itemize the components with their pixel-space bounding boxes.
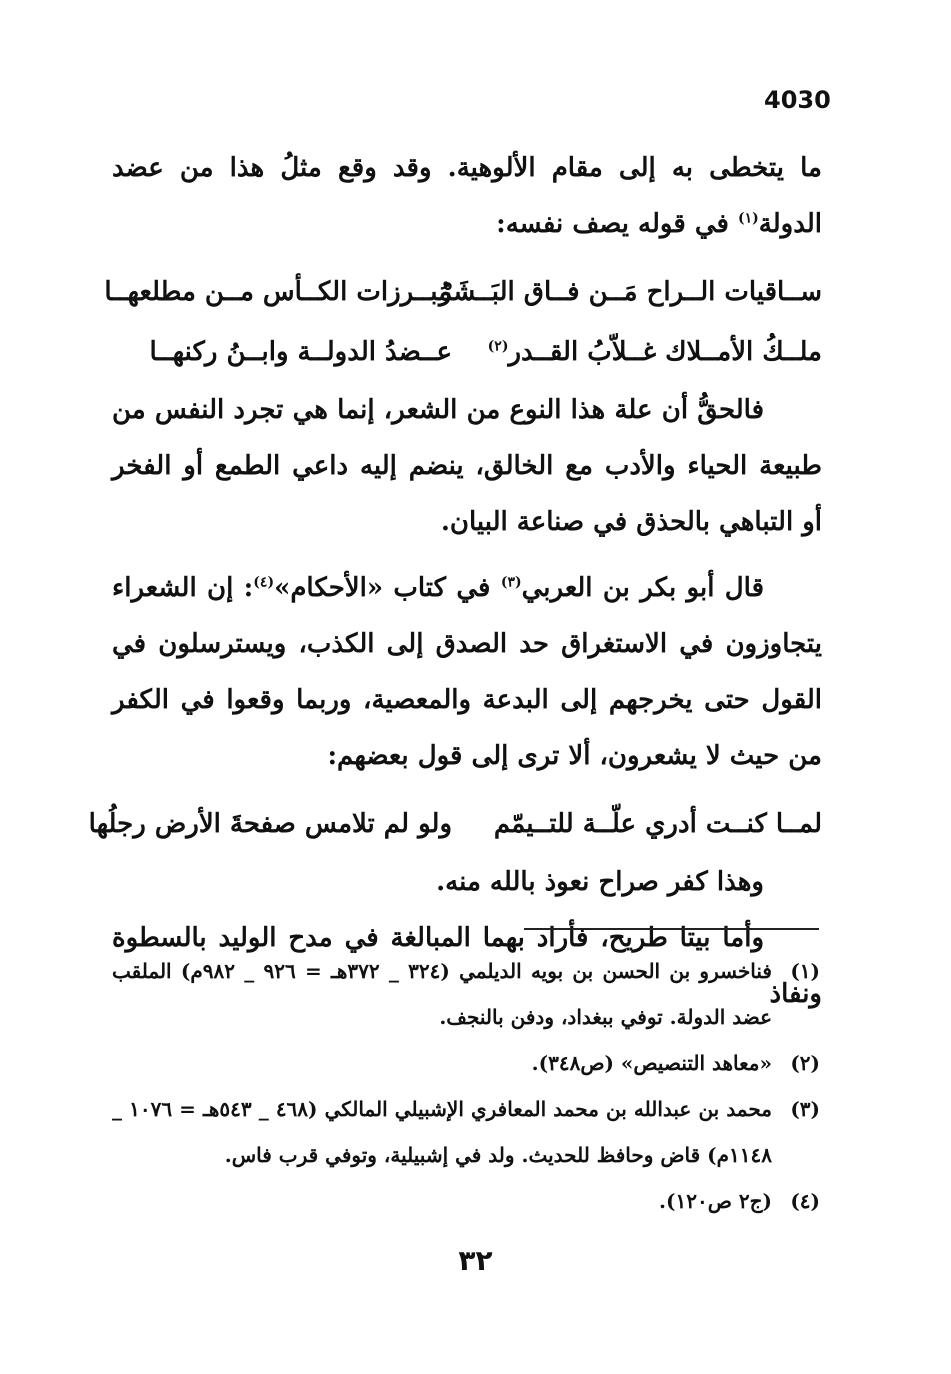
paragraph-3-text-c: : إن الشعراء يتجاوزون في الاستغراق حد الصدق إلى الكذب، ويسترسلون في القول حتى يخرجهم إلى البدعة والمعصية، وربما وقعوا في الكفر من حيث لا يشعرون، ألا ترى إلى قول بعضهم: — [112, 573, 822, 771]
verse-3-first-hemistich: لمــا كنــت أدري علّــة للتــيمّم — [493, 809, 822, 839]
footnote-marker-4: (٤) — [253, 574, 275, 591]
paragraph-5: وأما بيتا طريح، فأراد بهما المبالغة في مدح الوليد بالسطوة ونفاذ — [112, 923, 822, 1009]
footnote-4-text: (ج٢ ص١٢٠). — [659, 1189, 772, 1213]
verse-3-second-hemistich: ولو لم تلامس صفحةَ الأرض رجلُها — [88, 809, 452, 839]
footnote-2-text: «معاهد التنصيص» (ص٣٤٨). — [531, 1051, 772, 1075]
paragraph-4: وهذا كفر صراح نعوذ بالله منه. — [436, 867, 764, 897]
verse-2-first-hemistich-text: ملــكُ الأمــلاك غــلاّبُ القــدر — [508, 337, 822, 367]
footnote-marker-3: (٣) — [500, 574, 522, 591]
footnote-marker-2: (٢) — [487, 338, 509, 355]
footnote-marker-1: (١) — [738, 210, 759, 227]
footnote-4 — [112, 1178, 820, 1224]
verse-2-first-hemistich — [472, 324, 822, 380]
footnote-1 — [112, 948, 820, 1040]
footnote-3 — [112, 1086, 820, 1178]
paragraph-1-text-b: في قوله يصف نفسه: — [496, 209, 738, 239]
footnote-4-number: (٤) — [790, 1189, 820, 1213]
verse-2-second-hemistich: عــضدُ الدولــة وابــنُ ركنهــا — [149, 337, 452, 367]
verse-1-first-hemistich: ســاقيات الــراح مَــن فــاق البَــشَرْ — [438, 277, 822, 307]
page-number: ٣٢ — [458, 1244, 493, 1277]
verse-2 — [112, 322, 822, 382]
page-reference-number: 4030 — [764, 86, 831, 114]
footnote-2-number: (٢) — [790, 1051, 820, 1075]
footnote-1-number: (١) — [790, 959, 820, 983]
paragraph-3 — [112, 560, 822, 784]
paragraph-3-text-a: قال أبو بكر بن العربي — [521, 573, 764, 603]
paragraph-3-text-b: في كتاب «الأحكام» — [274, 573, 501, 603]
footnote-1-text: فناخسرو بن الحسن بن بويه الديلمي (٣٢٤ _ ٣٧٢هـ = ٩٢٦ _ ٩٨٢م) الملقب عضد الدولة. توفي ببغداد، ودفن بالنجف. — [112, 959, 772, 1029]
footnote-2 — [112, 1040, 820, 1086]
verse-1 — [104, 262, 822, 322]
footnotes — [112, 948, 820, 1224]
paragraph-2: فالحقُّ أن علة هذا النوع من الشعر، إنما هي تجرد النفس من طبيعة الحياء والأدب مع الخالق، ينضم إليه داعي الطمع أو الفخر أو التباهي بالحذق في صناعة البيان. — [112, 395, 822, 537]
verse-1-second-hemistich: مُبــرزات الكــأس مــن مطلعهــا — [104, 277, 452, 307]
footnote-3-number: (٣) — [790, 1097, 820, 1121]
main-text — [88, 140, 822, 1022]
paragraph-1-text-a: ما يتخطى به إلى مقام الألوهية. وقد وقع مثلُ هذا من عضد الدولة — [112, 153, 822, 239]
paragraph-1 — [112, 140, 822, 252]
verse-3 — [88, 794, 822, 854]
footnote-3-text: محمد بن عبدالله بن محمد المعافري الإشبيلي المالكي (٤٦٨ _ ٥٤٣هـ = ١٠٧٦ _ ١١٤٨م) قاض وحافظ للحديث. ولد في إشبيلية، وتوفي قرب فاس. — [112, 1097, 772, 1167]
footnote-divider — [524, 928, 819, 930]
